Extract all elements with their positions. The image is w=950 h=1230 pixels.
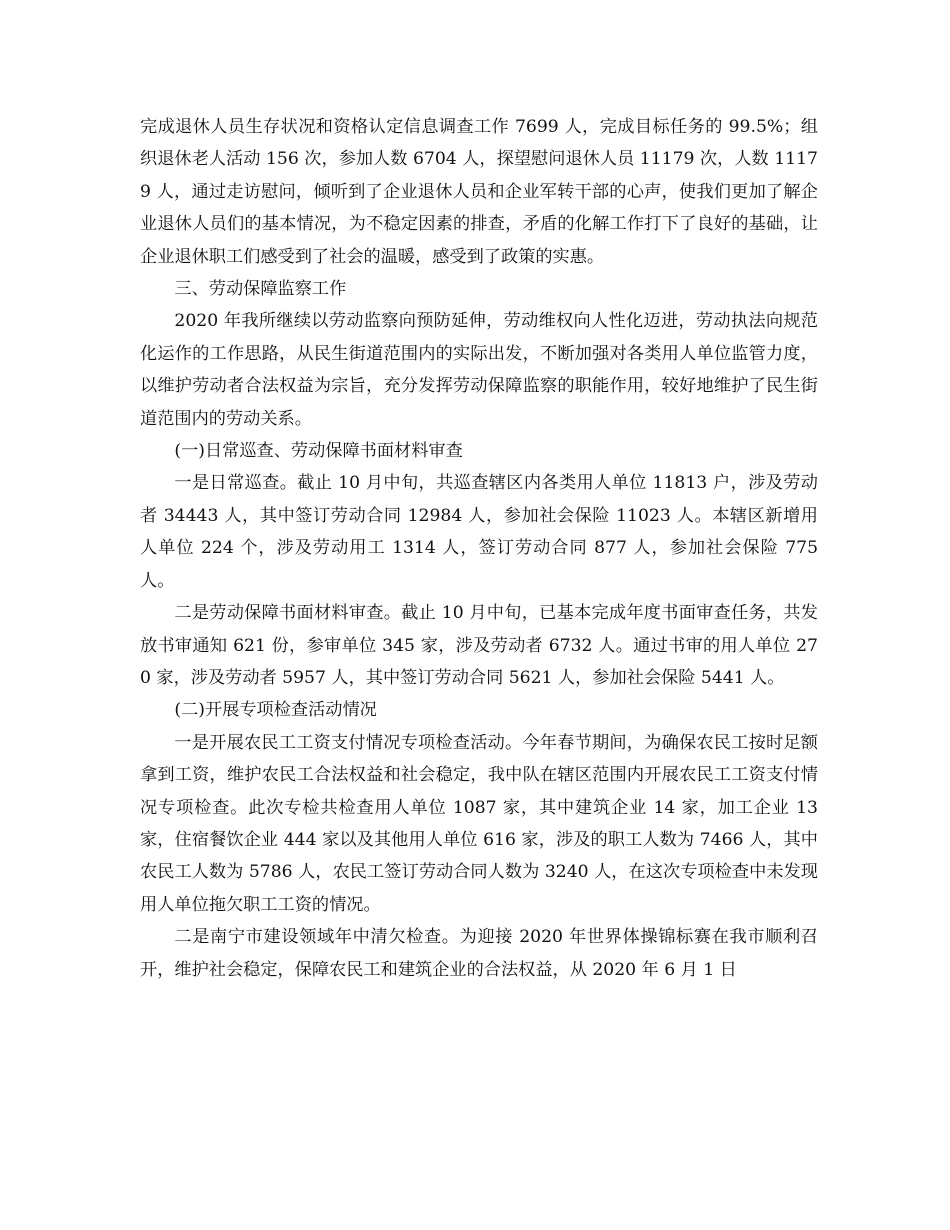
subheading-special-inspection: (二)开展专项检查活动情况 — [174, 700, 377, 721]
paragraph-migrant-wage-check: 一是开展农民工工资支付情况专项检查活动。今年春节期间，为确保农民工按时足额拿到工资，维护农民工合法权益和社会稳定，我中队在辖区范围内开展农民工工资支付情况专项检查。此次专检共检查用人单位 1087 家，其中建筑企业 14 家，加工企业 13 家，住宿餐饮企业 444 家以及其他用人单位 616 家，涉及的职工人数为 7466 人，其中农民工人数为 5786 人，农民工签订劳动合同人数为 3240 人，在这次专项检查中未发现用人单位拖欠职工工资的情况。 — [140, 732, 818, 915]
paragraph-daily-patrol: 一是日常巡查。截止 10 月中旬，共巡查辖区内各类用人单位 11813 户，涉及劳动者 34443 人，其中签订劳动合同 12984 人，参加社会保险 11023 人。本辖区新增用人单位 224 个，涉及劳动用工 1314 人，签订劳动合同 877 人，参加社会保险 775 人。 — [140, 473, 818, 591]
paragraph-inspection-overview: 2020 年我所继续以劳动监察向预防延伸，劳动维权向人性化迈进，劳动执法向规范化运作的工作思路，从民生街道范围内的实际出发，不断加强对各类用人单位监管力度，以维护劳动者合法权益为宗旨，充分发挥劳动保障监察的职能作用，较好地维护了民生街道范围内的劳动关系。 — [140, 311, 818, 429]
document-page — [140, 111, 818, 986]
subheading-daily-patrol: (一)日常巡查、劳动保障书面材料审查 — [174, 441, 463, 462]
section-heading-labor-inspection: 三、劳动保障监察工作 — [174, 279, 347, 300]
paragraph-written-review: 二是劳动保障书面材料审查。截止 10 月中旬，已基本完成年度书面审查任务，共发放书审通知 621 份，参审单位 345 家，涉及劳动者 6732 人。通过书审的用人单位 270 家，涉及劳动者 5957 人，其中签订劳动合同 5621 人，参加社会保险 5441 人。 — [140, 603, 818, 688]
paragraph-construction-arrears-check: 二是南宁市建设领域年中清欠检查。为迎接 2020 年世界体操锦标赛在我市顺利召开，维护社会稳定，保障农民工和建筑企业的合法权益，从 2020 年 6 月 1 日 — [140, 927, 818, 980]
paragraph-retiree-summary: 完成退休人员生存状况和资格认定信息调查工作 7699 人，完成目标任务的 99.5%；组织退休老人活动 156 次，参加人数 6704 人，探望慰问退休人员 11179 次，人数 11179 人，通过走访慰问，倾听到了企业退休人员和企业军转干部的心声，使我们更加了解企业退休人员们的基本情况，为不稳定因素的排查，矛盾的化解工作打下了良好的基础，让企业退休职工们感受到了社会的温暖，感受到了政策的实惠。 — [140, 117, 818, 267]
